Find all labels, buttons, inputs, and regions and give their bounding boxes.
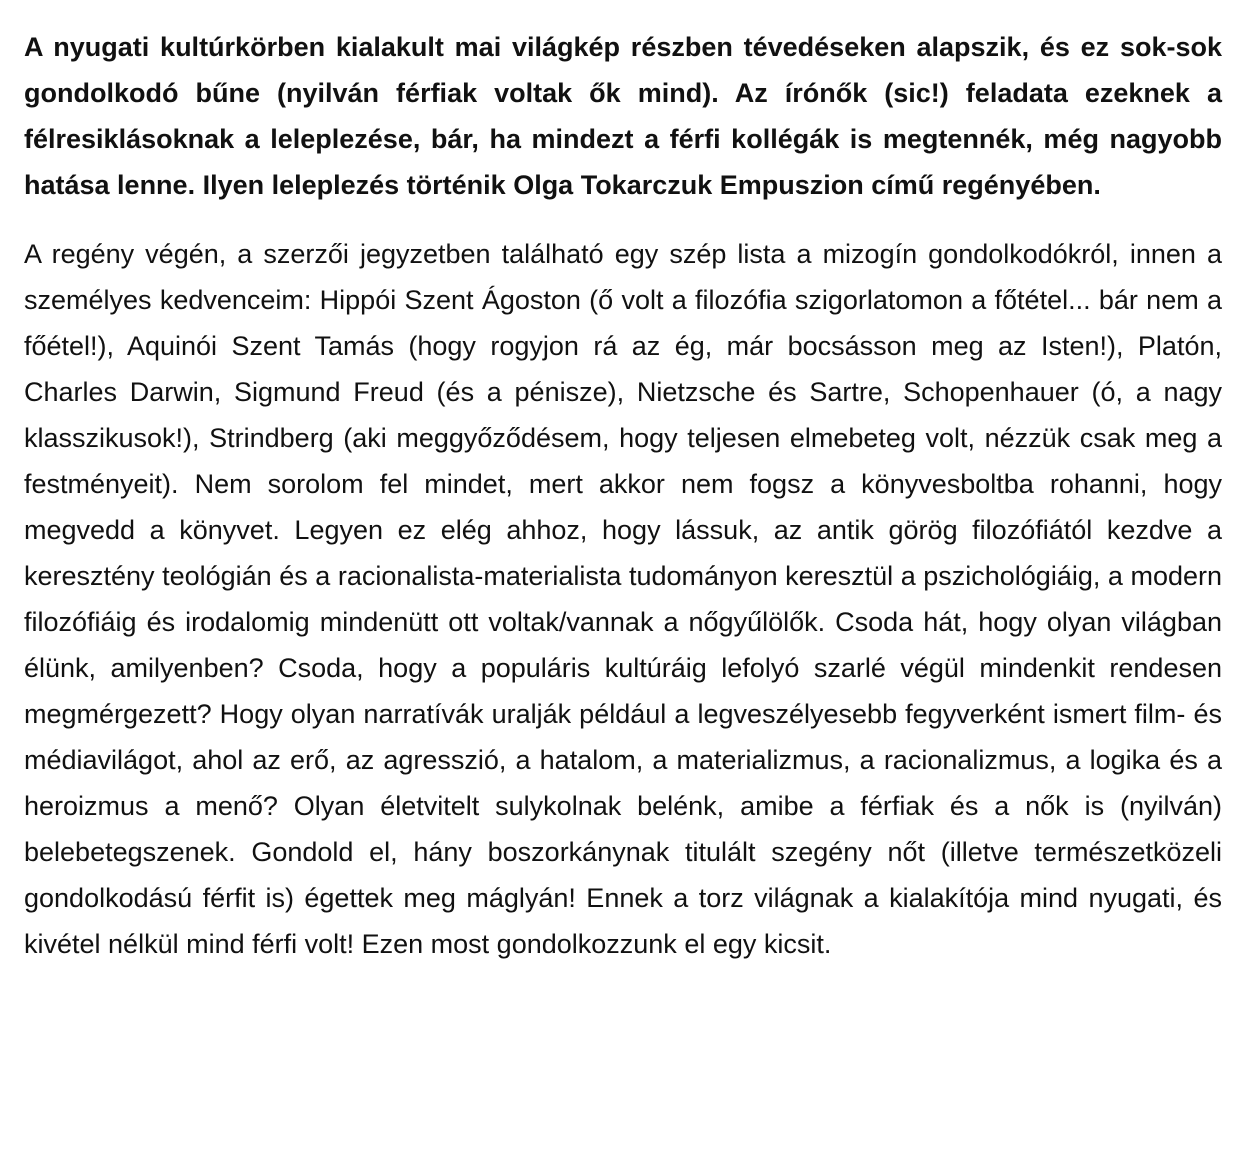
body-paragraph: A regény végén, a szerzői jegyzetben található egy szép lista a mizogín gondolkodókról, innen a személyes kedvenceim: Hippói Szent Ágoston (ő volt a filozófia szigorlatomon a főtétel... bár nem a főétel!), Aquinói Szent Tamás (hogy rogyjon rá az ég, már bocsásson meg az Isten!), Platón, Charles Darwin, Sigmund Freud (és a pénisze), Nietzsche és Sartre, Schopenhauer (ó, a nagy klasszikusok!), Strindberg (aki meggyőződésem, hogy teljesen elmebeteg volt, nézzük csak meg a festményeit). Nem sorolom fel mindet, mert akkor nem fogsz a könyvesboltba rohanni, hogy megvedd a könyvet. Legyen ez elég ahhoz, hogy lássuk, az antik görög filozófiától kezdve a keresztény teológián és a racionalista-materialista tudományon keresztül a pszichológiáig, a modern filozófiáig és irodalomig mindenütt ott voltak/vannak a nőgyűlölők. Csoda hát, hogy olyan világban élünk, amilyenben? Csoda, hogy a populáris kultúráig lefolyó szarlé végül mindenkit rendesen megmérgezett? Hogy olyan narratívák uralják például a legveszélyesebb fegyverként ismert film- és médiavilágot, ahol az erő, az agresszió, a hatalom, a materializmus, a racionalizmus, a logika és a heroizmus a menő? Olyan életvitelt sulykolnak belénk, amibe a férfiak és a nők is (nyilván) belebetegszenek. Gondold el, hány boszorkánynak titulált szegény nőt (illetve természetközeli gondolkodású férfit is) égettek meg máglyán! Ennek a torz világnak a kialakítója mind nyugati, és kivétel nélkül mind férfi volt! Ezen most gondolkozzunk el egy kicsit.	[24, 239, 1222, 959]
article-body	[24, 24, 1222, 967]
lead-paragraph: A nyugati kultúrkörben kialakult mai világkép részben tévedéseken alapszik, és ez sok-sok gondolkodó bűne (nyilván férfiak voltak ők mind). Az írónők (sic!) feladata ezeknek a félresiklásoknak a leleplezése, bár, ha mindezt a férfi kollégák is megtennék, még nagyobb hatása lenne. Ilyen leleplezés történik Olga Tokarczuk Empuszion című regényében.	[24, 32, 1222, 200]
